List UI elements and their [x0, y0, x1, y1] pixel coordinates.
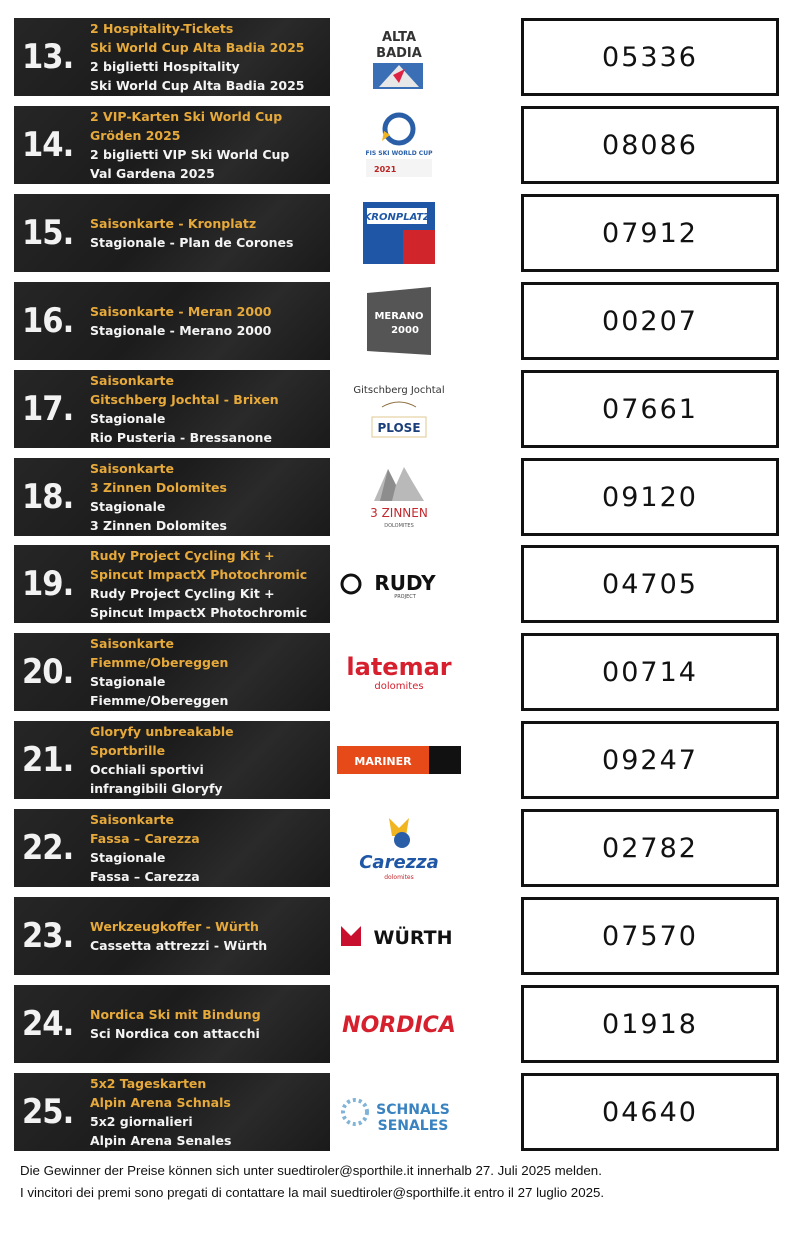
sponsor-logo [334, 1073, 464, 1151]
prize-description [90, 810, 326, 886]
prize-description [90, 546, 326, 622]
prize-number: 14. [22, 125, 74, 165]
ticket-number-box [521, 897, 779, 975]
sponsor-logo [334, 370, 464, 448]
ticket-number-box [521, 545, 779, 623]
sponsor-logo [334, 545, 464, 623]
prize-row [0, 809, 800, 887]
prize-title-it: Stagionale [90, 411, 166, 426]
prize-title-it: Stagionale - Plan de Corones [90, 235, 294, 250]
svg-text:2021: 2021 [374, 165, 397, 174]
prize-row [0, 897, 800, 975]
ticket-number-box [521, 458, 779, 536]
ticket-number-box [521, 106, 779, 184]
svg-text:latemar: latemar [346, 653, 452, 681]
prize-description [90, 214, 326, 252]
prize-description [90, 371, 326, 447]
svg-text:RUDY: RUDY [374, 571, 436, 595]
ticket-number: 07570 [602, 920, 698, 952]
prize-number: 17. [22, 389, 74, 429]
prize-row [0, 370, 800, 448]
prize-title-de: Saisonkarte [90, 636, 175, 651]
prize-title-de-2: Gitschberg Jochtal - Brixen [90, 392, 279, 407]
prize-description [90, 634, 326, 710]
footer-line-de: Die Gewinner der Preise können sich unter suedtiroler@sporthile.it innerhalb 27. Juli 2025 melden. [20, 1163, 602, 1178]
ticket-number: 04705 [602, 568, 698, 600]
prize-title-de: Gloryfy unbreakable [90, 724, 234, 739]
prize-title-it-2: Spincut ImpactX Photochromic [90, 605, 308, 620]
prize-title-it-2: Rio Pusteria - Bressanone [90, 430, 272, 445]
sponsor-logo [334, 985, 464, 1063]
prize-description [90, 722, 326, 798]
prize-number: 23. [22, 916, 74, 956]
prize-row [0, 1073, 800, 1151]
prize-number: 16. [22, 301, 74, 341]
ticket-number-box [521, 633, 779, 711]
prize-title-it-2: infrangibili Gloryfy [90, 781, 223, 796]
sponsor-logo [334, 18, 464, 96]
footer [20, 1160, 790, 1204]
prize-title-it: Rudy Project Cycling Kit + [90, 586, 275, 601]
svg-text:FIS SKI WORLD CUP: FIS SKI WORLD CUP [365, 150, 433, 157]
prize-title-de: Saisonkarte [90, 461, 175, 476]
prize-title-de-2: Ski World Cup Alta Badia 2025 [90, 40, 305, 55]
ticket-number: 09120 [602, 481, 698, 513]
prize-title-de-2: Alpin Arena Schnals [90, 1095, 231, 1110]
ticket-number-box [521, 985, 779, 1063]
svg-text:SCHNALS: SCHNALS [376, 1102, 450, 1118]
ticket-number: 08086 [602, 129, 698, 161]
svg-text:KRONPLATZ: KRONPLATZ [363, 212, 431, 223]
prize-description [90, 302, 326, 340]
sponsor-logo [334, 194, 464, 272]
prize-panel [14, 897, 330, 975]
prize-description [90, 107, 326, 183]
ticket-number: 05336 [602, 41, 698, 73]
ticket-number-box [521, 370, 779, 448]
prize-title-it: 5x2 giornalieri [90, 1114, 193, 1129]
prize-panel [14, 282, 330, 360]
svg-text:dolomites: dolomites [374, 681, 424, 692]
prize-panel [14, 106, 330, 184]
svg-text:PROJECT: PROJECT [394, 594, 416, 600]
svg-text:ALTA: ALTA [381, 30, 417, 45]
ticket-number-box [521, 194, 779, 272]
prize-number: 22. [22, 828, 74, 868]
ticket-number: 04640 [602, 1096, 698, 1128]
prize-title-it-2: Fassa – Carezza [90, 869, 200, 884]
prize-title-it: Stagionale [90, 499, 166, 514]
prize-title-it: Stagionale - Merano 2000 [90, 323, 272, 338]
sponsor-logo [334, 721, 464, 799]
svg-text:MARINER: MARINER [354, 755, 412, 768]
ticket-number: 07912 [602, 217, 698, 249]
prize-row [0, 633, 800, 711]
svg-text:SENALES: SENALES [377, 1118, 449, 1134]
ticket-number-box [521, 282, 779, 360]
svg-text:2000: 2000 [391, 325, 419, 336]
prize-panel [14, 458, 330, 536]
prize-title-it: Stagionale [90, 850, 166, 865]
prize-title-it-2: Ski World Cup Alta Badia 2025 [90, 78, 305, 93]
prize-title-de: Saisonkarte [90, 812, 175, 827]
svg-text:DOLOMITES: DOLOMITES [384, 523, 414, 529]
prize-number: 25. [22, 1092, 74, 1132]
ticket-number-box [521, 721, 779, 799]
prize-panel [14, 985, 330, 1063]
prize-row [0, 721, 800, 799]
prize-panel [14, 370, 330, 448]
svg-text:3 ZINNEN: 3 ZINNEN [370, 506, 428, 520]
svg-text:BADIA: BADIA [376, 46, 422, 61]
ticket-number: 09247 [602, 744, 698, 776]
prize-title-it-2: 3 Zinnen Dolomites [90, 518, 227, 533]
ticket-number-box [521, 809, 779, 887]
prize-panel [14, 545, 330, 623]
prize-description [90, 19, 326, 95]
sponsor-logo [334, 106, 464, 184]
ticket-number: 00207 [602, 305, 698, 337]
svg-text:Gitschberg Jochtal: Gitschberg Jochtal [353, 385, 445, 396]
svg-text:PLOSE: PLOSE [377, 421, 421, 435]
prize-panel [14, 1073, 330, 1151]
prize-title-de-2: Fassa – Carezza [90, 831, 200, 846]
prize-title-de: Nordica Ski mit Bindung [90, 1007, 261, 1022]
prize-description [90, 459, 326, 535]
prize-row [0, 106, 800, 184]
svg-text:Carezza: Carezza [359, 852, 439, 873]
sponsor-logo [334, 897, 464, 975]
prize-title-it: Stagionale [90, 674, 166, 689]
prize-row [0, 458, 800, 536]
prize-title-de: Saisonkarte [90, 373, 175, 388]
prize-number: 21. [22, 740, 74, 780]
sponsor-logo [334, 633, 464, 711]
prize-description [90, 1005, 326, 1043]
ticket-number: 07661 [602, 393, 698, 425]
prize-title-it-2: Val Gardena 2025 [90, 166, 215, 181]
prize-title-it: 2 biglietti VIP Ski World Cup [90, 147, 290, 162]
prize-title-de: 2 VIP-Karten Ski World Cup [90, 109, 283, 124]
prize-row [0, 545, 800, 623]
prize-panel [14, 809, 330, 887]
prize-number: 13. [22, 37, 74, 77]
prize-title-it-2: Alpin Arena Senales [90, 1133, 232, 1148]
prize-row [0, 985, 800, 1063]
prize-panel [14, 721, 330, 799]
svg-text:MERANO: MERANO [374, 311, 424, 322]
prize-title-it: Cassetta attrezzi - Würth [90, 938, 268, 953]
prize-title-de: Saisonkarte - Meran 2000 [90, 304, 272, 319]
prize-title-it: Sci Nordica con attacchi [90, 1026, 260, 1041]
prize-title-de-2: Sportbrille [90, 743, 166, 758]
svg-text:NORDICA: NORDICA [342, 1013, 456, 1038]
prize-title-de: 2 Hospitality-Tickets [90, 21, 234, 36]
prize-description [90, 1074, 326, 1150]
footer-line-it: I vincitori dei premi sono pregati di contattare la mail suedtiroler@sporthilfe.it entro il 27 luglio 2025. [20, 1185, 605, 1200]
svg-text:WÜRTH: WÜRTH [373, 927, 453, 949]
sponsor-logo [334, 282, 464, 360]
prize-panel [14, 194, 330, 272]
ticket-number: 00714 [602, 656, 698, 688]
ticket-number: 01918 [602, 1008, 698, 1040]
prize-title-de: 5x2 Tageskarten [90, 1076, 207, 1091]
prize-title-de: Werkzeugkoffer - Würth [90, 919, 259, 934]
prize-number: 15. [22, 213, 74, 253]
prize-panel [14, 18, 330, 96]
prize-title-de-2: Gröden 2025 [90, 128, 181, 143]
svg-text:dolomites: dolomites [384, 874, 414, 881]
prize-number: 18. [22, 477, 74, 517]
prize-title-de-2: 3 Zinnen Dolomites [90, 480, 227, 495]
prize-title-de: Rudy Project Cycling Kit + [90, 548, 275, 563]
prize-row [0, 282, 800, 360]
prize-title-de-2: Spincut ImpactX Photochromic [90, 567, 308, 582]
prize-row [0, 18, 800, 96]
ticket-number-box [521, 18, 779, 96]
prize-title-it: 2 biglietti Hospitality [90, 59, 240, 74]
prize-title-de-2: Fiemme/Obereggen [90, 655, 229, 670]
ticket-number-box [521, 1073, 779, 1151]
prize-panel [14, 633, 330, 711]
prize-row [0, 194, 800, 272]
prize-number: 20. [22, 652, 74, 692]
prize-title-de: Saisonkarte - Kronplatz [90, 216, 257, 231]
prize-title-it-2: Fiemme/Obereggen [90, 693, 229, 708]
sponsor-logo [334, 809, 464, 887]
prize-description [90, 917, 326, 955]
ticket-number: 02782 [602, 832, 698, 864]
prize-number: 19. [22, 564, 74, 604]
prize-title-it: Occhiali sportivi [90, 762, 204, 777]
sponsor-logo [334, 458, 464, 536]
prize-number: 24. [22, 1004, 74, 1044]
